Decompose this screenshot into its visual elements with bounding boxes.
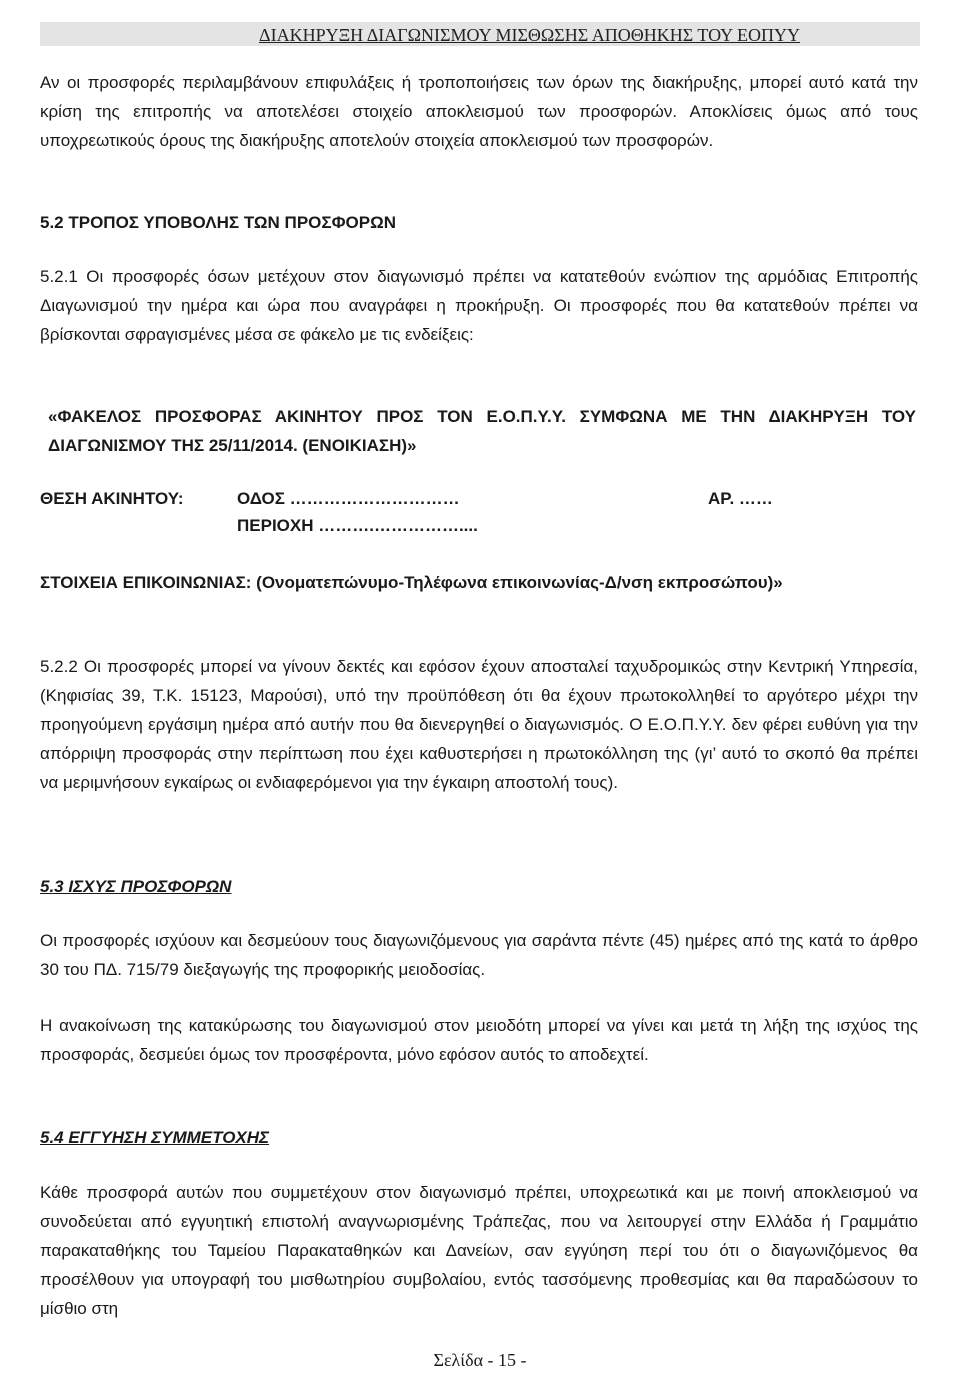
- property-label: ΘΕΣΗ ΑΚΙΝΗΤΟΥ:: [40, 489, 184, 508]
- paragraph-5-2-2: 5.2.2 Οι προσφορές μπορεί να γίνουν δεκτές και εφόσον έχουν αποσταλεί ταχυδρομικώς στην Κεντρική Υπηρεσία, (Κηφισίας 39, Τ.Κ. 15123, Μαρούσι), υπό την προϋπόθεση ότι θα έχουν πρωτοκολληθεί το αργότερο μέχρι την προηγούμενη εργάσιμη ημέρα από αυτήν που θα διενεργηθεί ο διαγωνισμός. Ο Ε.Ο.Π.Υ.Υ. δεν φέρει ευθύνη για την απόρριψη προσφοράς στην περίπτωση που έχει καθυστερήσει η πρωτοκόλληση της (γι’ αυτό το σκοπό θα πρέπει να μεριμνήσουν εγκαίρως οι ενδιαφερόμενοι για την έγκαιρη αποστολή τους).: [40, 657, 918, 792]
- section-5-4-title: 5.4 ΕΓΓΥΗΣΗ ΣΥΜΜΕΤΟΧΗΣ: [40, 1128, 270, 1147]
- paragraph-5-3-b: Η ανακοίνωση της κατακύρωσης του διαγωνισμού στον μειοδότη μπορεί να γίνει και μετά τη λήξη της ισχύος της προσφοράς, δεσμεύει όμως τον προσφέροντα, μόνο εφόσον αυτός το αποδεχτεί.: [40, 1016, 918, 1064]
- area-field: ΠΕΡΙΟΧΗ ……….……………....: [237, 516, 478, 535]
- intro-block: [40, 68, 918, 155]
- number-field: ΑΡ. ……: [708, 489, 773, 508]
- section-5-4-heading: [40, 1123, 918, 1152]
- paragraph-5-2-2-block: [40, 652, 918, 797]
- section-5-2-title: 5.2 ΤΡΟΠΟΣ ΥΠΟΒΟΛΗΣ ΤΩΝ ΠΡΟΣΦΟΡΩΝ: [40, 213, 397, 232]
- street-field: ΟΔΟΣ …………………………: [237, 489, 460, 508]
- paragraph-5-3-a: Οι προσφορές ισχύουν και δεσμεύουν τους διαγωνιζόμενους για σαράντα πέντε (45) ημέρες από της κατά το άρθρο 30 του ΠΔ. 715/79 διεξαγωγής της προφορικής μειοδοσίας.: [40, 931, 918, 979]
- contact-info-block: [40, 568, 918, 597]
- page-header: ΔΙΑΚΗΡΥΞΗ ΔΙΑΓΩΝΙΣΜΟΥ ΜΙΣΘΩΣΗΣ ΑΠΟΘΗΚΗΣ ΤΟΥ ΕΟΠΥΥ: [40, 22, 920, 46]
- paragraph-5-4: Κάθε προσφορά αυτών που συμμετέχουν στον διαγωνισμό πρέπει, υποχρεωτικά και με ποινή αποκλεισμού να συνοδεύεται από εγγυητική επιστολή αναγνωρισμένης Τράπεζας, που να λειτουργεί στην Ελλάδα ή Γραμμάτιο παρακαταθήκης του Ταμείου Παρακαταθηκών και Δανείων, σαν εγγύηση περί του ότι ο διαγωνιζόμενος θα προσέλθουν για υπογραφή του μισθωτηρίου συμβολαίου, εντός τασσόμενης προθεσμίας και θα παραδώσουν το μίσθιο στη: [40, 1183, 918, 1318]
- paragraph-5-3-a-block: [40, 926, 918, 984]
- paragraph-5-2-1-block: [40, 262, 918, 349]
- section-5-2-heading: [40, 208, 918, 237]
- envelope-label-text: «ΦΑΚΕΛΟΣ ΠΡΟΣΦΟΡΑΣ ΑΚΙΝΗΤΟΥ ΠΡΟΣ ΤΟΝ Ε.Ο.Π.Υ.Υ. ΣΥΜΦΩΝΑ ΜΕ ΤΗΝ ΔΙΑΚΗΡΥΞΗ ΤΟΥ ΔΙΑΓΩΝΙΣΜΟΥ ΤΗΣ 25/11/2014. (ΕΝΟΙΚΙΑΣΗ)»: [48, 407, 916, 455]
- page-number: Σελίδα - 15 -: [433, 1350, 527, 1370]
- paragraph-5-4-block: [40, 1178, 918, 1323]
- paragraph-5-2-1: 5.2.1 Οι προσφορές όσων μετέχουν στον διαγωνισμό πρέπει να κατατεθούν ενώπιον της αρμόδιας Επιτροπής Διαγωνισμού την ημέρα και ώρα που αναγράφει η προκήρυξη. Οι προσφορές που θα κατατεθούν πρέπει να βρίσκονται σφραγισμένες μέσα σε φάκελο με τις ενδείξεις:: [40, 267, 918, 344]
- contact-info-text: ΣΤΟΙΧΕΙΑ ΕΠΙΚΟΙΝΩΝΙΑΣ: (Ονοματεπώνυμο-Τηλέφωνα επικοινωνίας-Δ/νση εκπροσώπου)»: [40, 573, 783, 592]
- section-5-3-title: 5.3 ΙΣΧΥΣ ΠΡΟΣΦΟΡΩΝ: [40, 877, 232, 896]
- envelope-label-block: [48, 402, 916, 460]
- section-5-3-heading: [40, 872, 918, 901]
- paragraph-5-3-b-block: [40, 1011, 918, 1069]
- intro-paragraph: Αν οι προσφορές περιλαμβάνουν επιφυλάξεις ή τροποποιήσεις των όρων της διακήρυξης, μπορεί αυτό κατά την κρίση της επιτροπής να αποτελέσει στοιχείο αποκλεισμού των προσφορών. Αποκλίσεις όμως από τους υποχρεωτικούς όρους της διακήρυξης αποτελούν στοιχεία αποκλεισμού των προσφορών.: [40, 73, 918, 150]
